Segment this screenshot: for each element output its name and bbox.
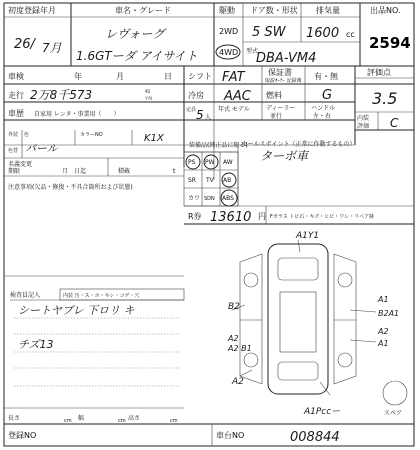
equip-sr: SR [188,177,196,184]
diag-label-front: A1Y1 [296,231,320,241]
load-label: 積載 [118,168,131,175]
mileage-label: 走行 [8,91,24,100]
load-unit: t [173,168,176,175]
fuel-label: 燃料 [266,91,282,100]
doors-label: ドア数・形状 [250,6,298,15]
equip-pw: PW [205,159,215,166]
chassis-label: 車台NO [216,431,245,440]
width-label: 幅 [78,415,85,422]
ac-value: AAC [224,89,251,104]
inspector-line-1: シートヤブレ 下ロリ キ [18,304,135,317]
capacity-unit: 人 [205,114,212,121]
ext-color-value: パール [25,142,58,155]
warranty-sub: 取説ｵｰﾅｰ 記録簿 [265,78,302,84]
r-ken-unit: 円 [258,212,266,221]
ac-label: 冷房 [188,91,204,100]
diag-label-left-1: B2 [228,302,240,312]
equip-ab: AB [223,177,232,184]
r-ken-label: R券 [188,212,202,221]
drive-label: 駆動 [219,6,235,15]
shift-label: シフト [188,72,212,81]
sub-color-label: カラーNO [80,132,103,138]
history-label: 車歴 [8,109,24,118]
interior-label: 内装 [357,115,370,122]
sales-point-text: ターボ車 [260,149,309,163]
score-label: 評価点 [367,68,391,77]
diag-label-right-4: A1 [378,339,389,348]
handle-label: ハンドル [311,105,336,112]
deadline-date: 月 日迄 [62,168,87,175]
inspector-line-2: チズ13 [18,338,54,351]
r-ken-value: 13610 [210,210,252,225]
shaken-year-label: 年 [74,72,82,81]
drive-2wd: 2WD [219,27,239,36]
length-unit: cm [64,418,72,424]
diag-label-left-3: A2 B1 [228,344,252,353]
equipment-grid [184,152,238,206]
equip-sdn: SDN [204,196,215,202]
reg-month: 7月 [42,41,62,55]
carname-label: 車名・グレード [115,6,171,15]
lot-number: 2594 [369,34,411,52]
height-label: 高さ [128,415,141,422]
shaken-month-label: 月 [116,72,124,81]
warranty-label: 保証書 [268,68,292,77]
displacement-label: 排気量 [316,6,340,15]
equip-aw: AW [223,159,233,166]
height-unit: cm [170,418,178,424]
interior-label-2: 評価 [357,123,370,130]
first-reg-label: 初度登録年月 [8,6,56,15]
lot-label: 出品NO. [370,6,401,15]
mileage-unit-mile: ﾏｲﾙ [145,96,153,102]
glass-options: Fガラス トビ石・キズ・ヒビ・ワレ・リペア跡 [270,214,375,220]
capacity-label: 定員 [186,107,197,113]
cc-unit: cc [346,30,355,39]
history-options: 自家用 レンタ・事業用（ ） [34,111,120,118]
warranty-value: 有・無 [314,72,338,81]
equip-tv: TV [206,177,214,184]
score-value: 3.5 [372,89,398,108]
dealer-value: 並行 [270,113,283,120]
deadline-label: 期限 [8,168,21,175]
model-value: DBA-VM4 [256,51,317,66]
doors-value: 5 SW [252,25,286,40]
drive-4wd: 4WD [219,48,239,57]
spare-tire-icon [383,381,407,405]
notes-label: 注意事項(欠品・修復・不具合箇所および状態) [8,184,133,191]
diag-label-right-1: A1 [378,295,389,304]
sales-point-label: セールスポイント（正常に作動するもの） [242,141,356,148]
interior-score: C [390,116,399,130]
color-no-value: K1X [144,133,164,144]
capacity-value: 5 [196,108,204,122]
reg-year: 26/ [14,37,35,52]
model-label: 型式 [246,48,259,55]
diag-label-right-3: A2 [378,327,389,336]
mileage-unit-km: ｷﾛ [145,89,151,95]
equip-ps: PS [188,159,196,166]
reg-no-label: 登録NO [8,431,37,440]
diag-label-left-4: A2 [232,377,244,387]
orig-color-label: 色 [24,132,30,138]
handle-value: 左・右 [313,113,332,120]
equip-kawa: カワ [188,195,201,202]
shaken-day-label: 日 [164,72,172,81]
ext-label: 外装 [8,132,19,138]
color-change-label: 色替 [8,148,19,154]
chassis-value: 008844 [290,430,340,445]
diag-label-left-2: A2 [228,334,239,343]
dealer-label: ディーラー [266,105,296,112]
model-year-label: 年式 [218,106,231,113]
diag-label-right-2: B2A1 [378,309,400,318]
fuel-value: G [322,88,333,103]
length-label: 長さ [8,415,21,422]
name-change-label: 名義変更 [8,161,33,168]
width-unit: cm [118,418,126,424]
spare-label: スペア [384,410,403,417]
equipment-title: 装備品(純正品に限る) [189,142,248,149]
shift-value: FAT [222,70,245,85]
inspector-label: 検査員記入 [10,292,41,299]
equip-abs: ABS [222,195,234,202]
car-diagram [232,240,376,395]
inspector-interior-options: 内装 汚・ス・ホ・キレ・コゲ・穴 [63,293,140,299]
diag-label-rear: A1Pccー [304,407,341,417]
mileage-value: 2万8千573 [30,88,93,102]
car-name: レヴォーグ [105,27,165,41]
shaken-label: 車検 [8,72,24,81]
displacement-value: 1600 [306,26,340,41]
model-change-label: モデル [232,106,250,113]
car-grade: 1.6GTーダ アイサイト [76,49,198,63]
